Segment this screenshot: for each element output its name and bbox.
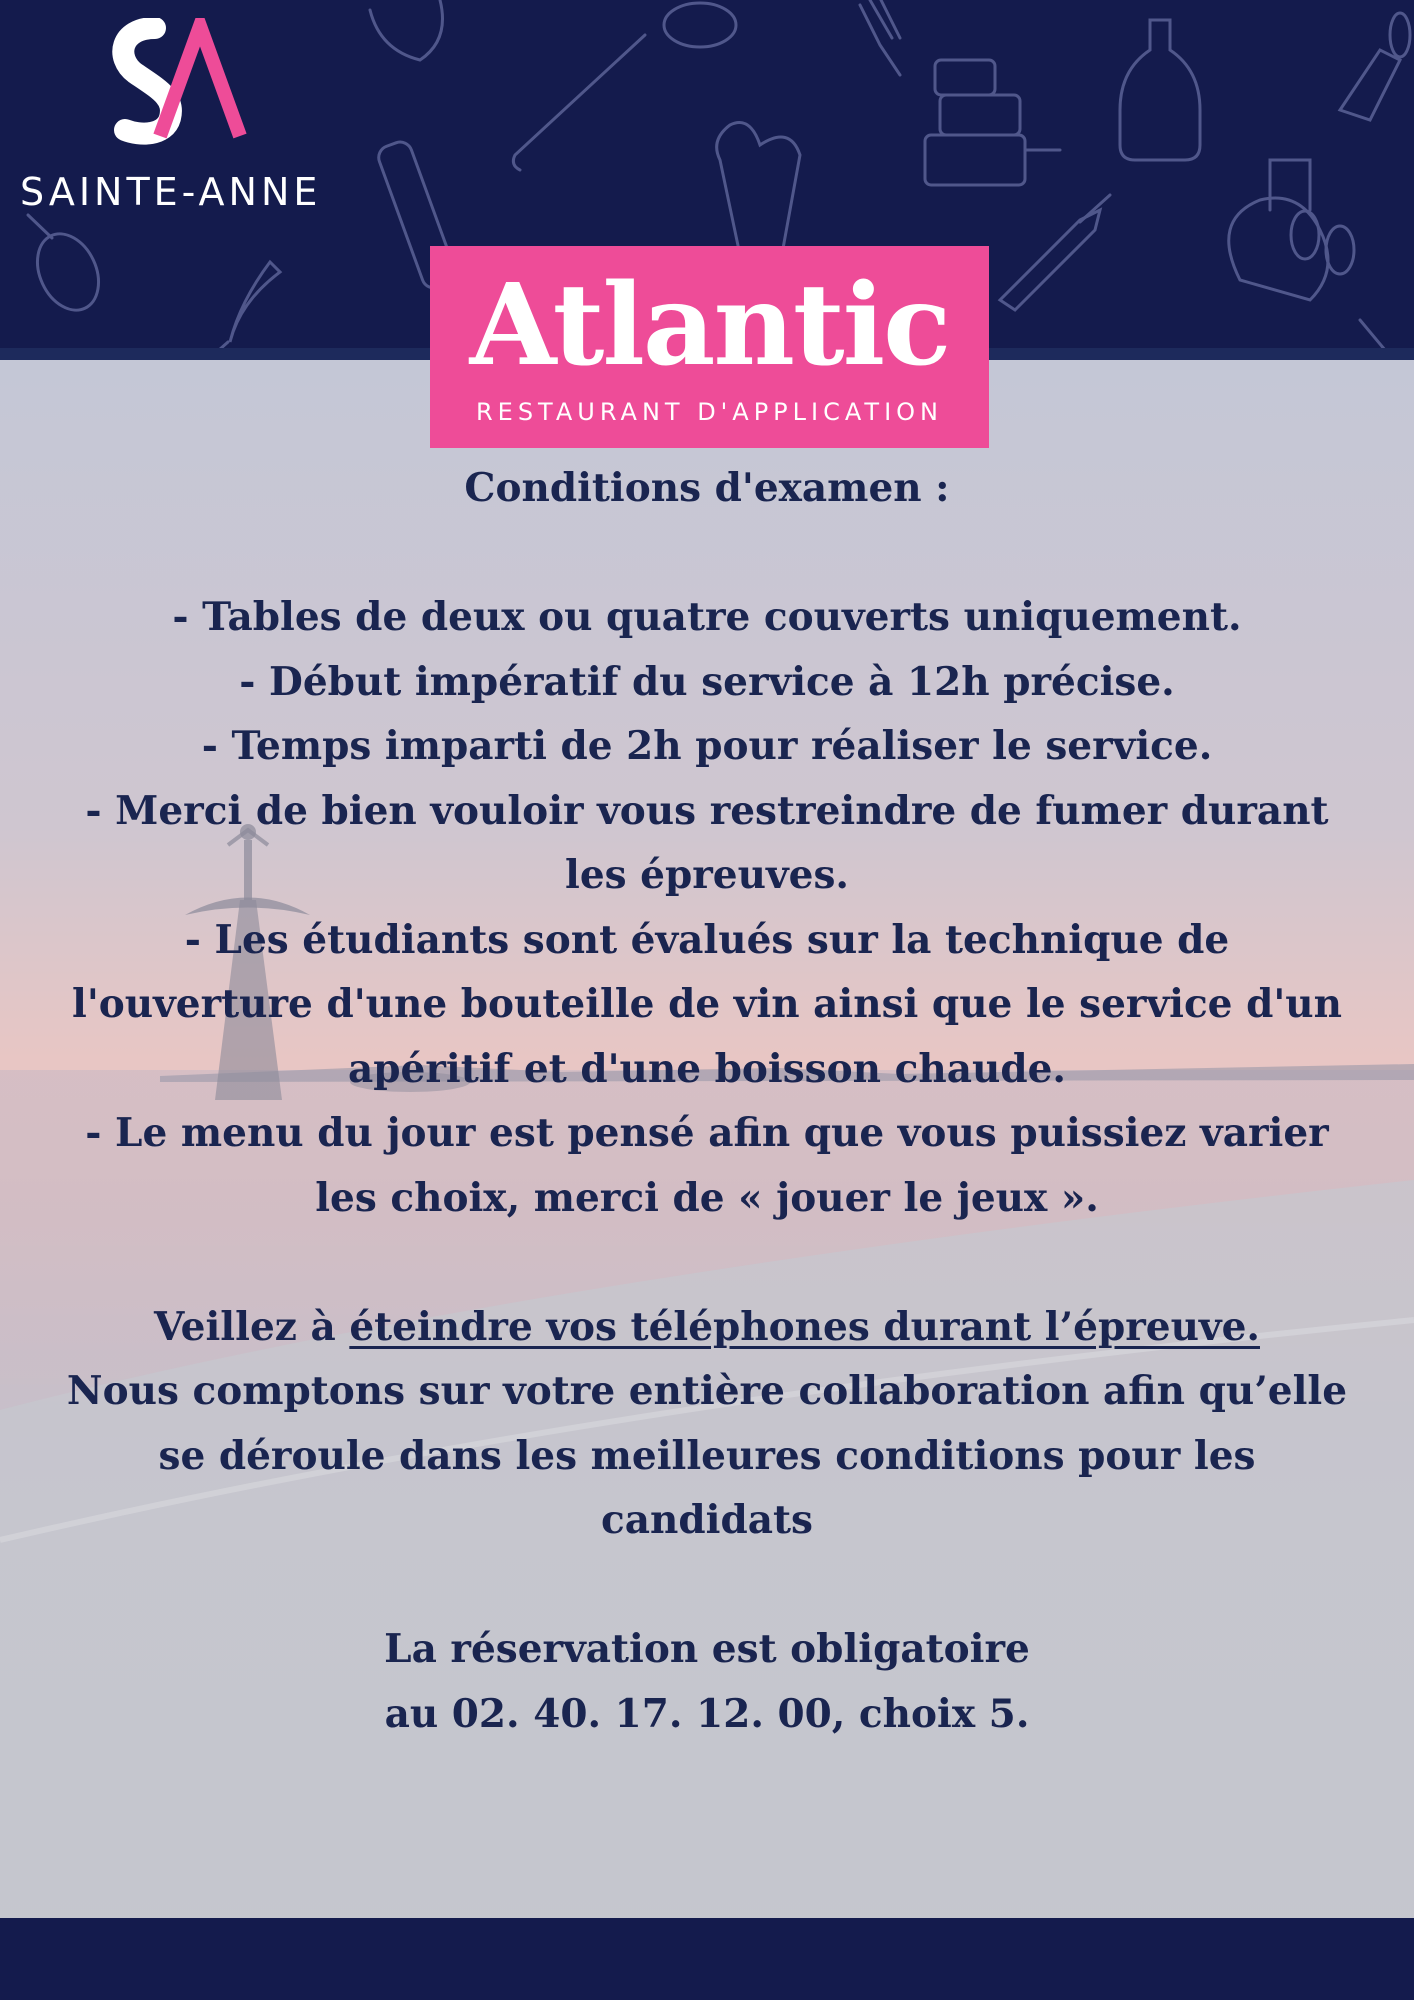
brand-name: SAINTE-ANNE — [20, 170, 322, 214]
rule-item: - Début impératif du service à 12h précise. — [239, 658, 1175, 705]
rule-item: - Tables de deux ou quatre couverts uniquement. — [172, 594, 1242, 640]
phone-notice — [60, 1295, 1354, 1360]
spacer — [60, 521, 1354, 586]
phone-notice-underlined: éteindre vos téléphones durant l’épreuve. — [349, 1303, 1260, 1350]
rule-item: - Temps imparti de 2h pour réaliser le service. — [201, 723, 1213, 769]
reservation-required: La réservation est obligatoire — [384, 1626, 1030, 1672]
spacer — [60, 1230, 1354, 1295]
sa-monogram-icon — [100, 18, 250, 148]
phone-notice-prefix: Veillez à — [154, 1303, 350, 1350]
rule-item: - Les étudiants sont évalués sur la technique de l'ouverture d'une bouteille de vin ainsi que le service d'un apéritif et d'une boisson chaude. — [72, 916, 1342, 1092]
spacer — [60, 1553, 1354, 1618]
restaurant-title-box — [430, 246, 989, 448]
conditions-heading: Conditions d'examen : — [464, 465, 950, 511]
collaboration-text: Nous comptons sur votre entière collaboration afin qu’elle se déroule dans les meilleures conditions pour les candidats — [66, 1368, 1348, 1543]
sainte-anne-logo — [20, 18, 340, 218]
exam-conditions — [60, 456, 1354, 1746]
restaurant-title: Atlantic — [469, 260, 950, 391]
rule-item: - Le menu du jour est pensé afin que vous puissiez varier les choix, merci de « jouer le jeux ». — [85, 1110, 1329, 1221]
footer-bar — [0, 1918, 1414, 2000]
reservation-phone: au 02. 40. 17. 12. 00, choix 5. — [384, 1690, 1030, 1737]
restaurant-subtitle: RESTAURANT D'APPLICATION — [475, 398, 943, 426]
rule-item: - Merci de bien vouloir vous restreindre de fumer durant les épreuves. — [85, 787, 1329, 898]
